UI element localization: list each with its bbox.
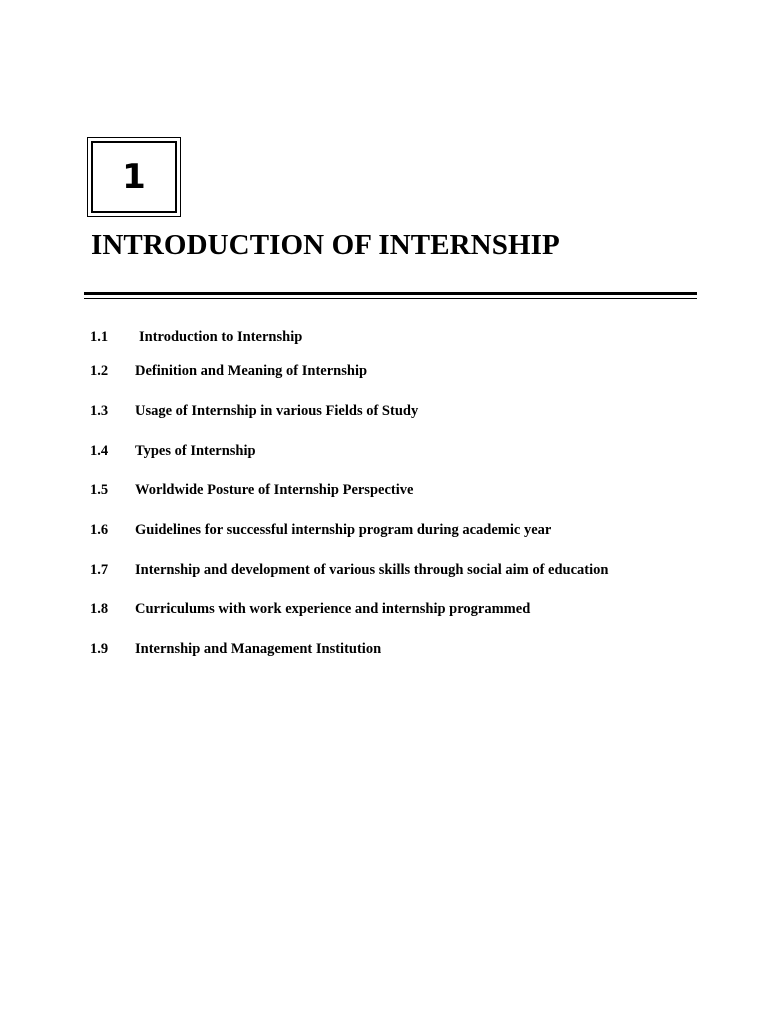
toc-item: [90, 442, 256, 460]
toc-item-label: Curriculums with work experience and internship programmed: [135, 601, 531, 617]
toc-item-number: 1.1: [90, 329, 109, 345]
toc-item: [90, 402, 418, 420]
toc-item-label: Definition and Meaning of Internship: [135, 363, 368, 379]
toc-item-label: Guidelines for successful internship program during academic year: [135, 522, 552, 538]
toc-item-number: 1.6: [90, 522, 109, 538]
chapter-number-box: [87, 137, 181, 217]
toc-item: [90, 521, 551, 539]
toc-item-label: Introduction to Internship: [139, 329, 303, 345]
toc-item-number: 1.4: [90, 443, 109, 459]
toc-item: [90, 328, 302, 346]
toc-item: [90, 640, 381, 658]
title-divider: [84, 292, 697, 299]
toc-item-number: 1.3: [90, 403, 109, 419]
toc-item-label: Internship and development of various skills through social aim of education: [135, 562, 609, 578]
toc-item-label: Types of Internship: [135, 443, 256, 459]
chapter-title: INTRODUCTION OF INTERNSHIP: [91, 229, 560, 261]
toc-item-label: Worldwide Posture of Internship Perspective: [135, 482, 414, 498]
toc-item-number: 1.9: [90, 641, 109, 657]
chapter-number: 1: [122, 157, 146, 197]
chapter-number-box-inner: [91, 141, 177, 213]
toc-item-number: 1.2: [90, 363, 109, 379]
toc-item: [90, 481, 413, 499]
toc-item: [90, 600, 530, 618]
toc-item-label: Usage of Internship in various Fields of Study: [135, 403, 419, 419]
toc-item: [90, 561, 608, 579]
toc-item-label: Internship and Management Institution: [135, 641, 382, 657]
toc-item: [90, 362, 367, 380]
toc-item-number: 1.8: [90, 601, 109, 617]
toc-item-number: 1.5: [90, 482, 109, 498]
toc-item-number: 1.7: [90, 562, 109, 578]
